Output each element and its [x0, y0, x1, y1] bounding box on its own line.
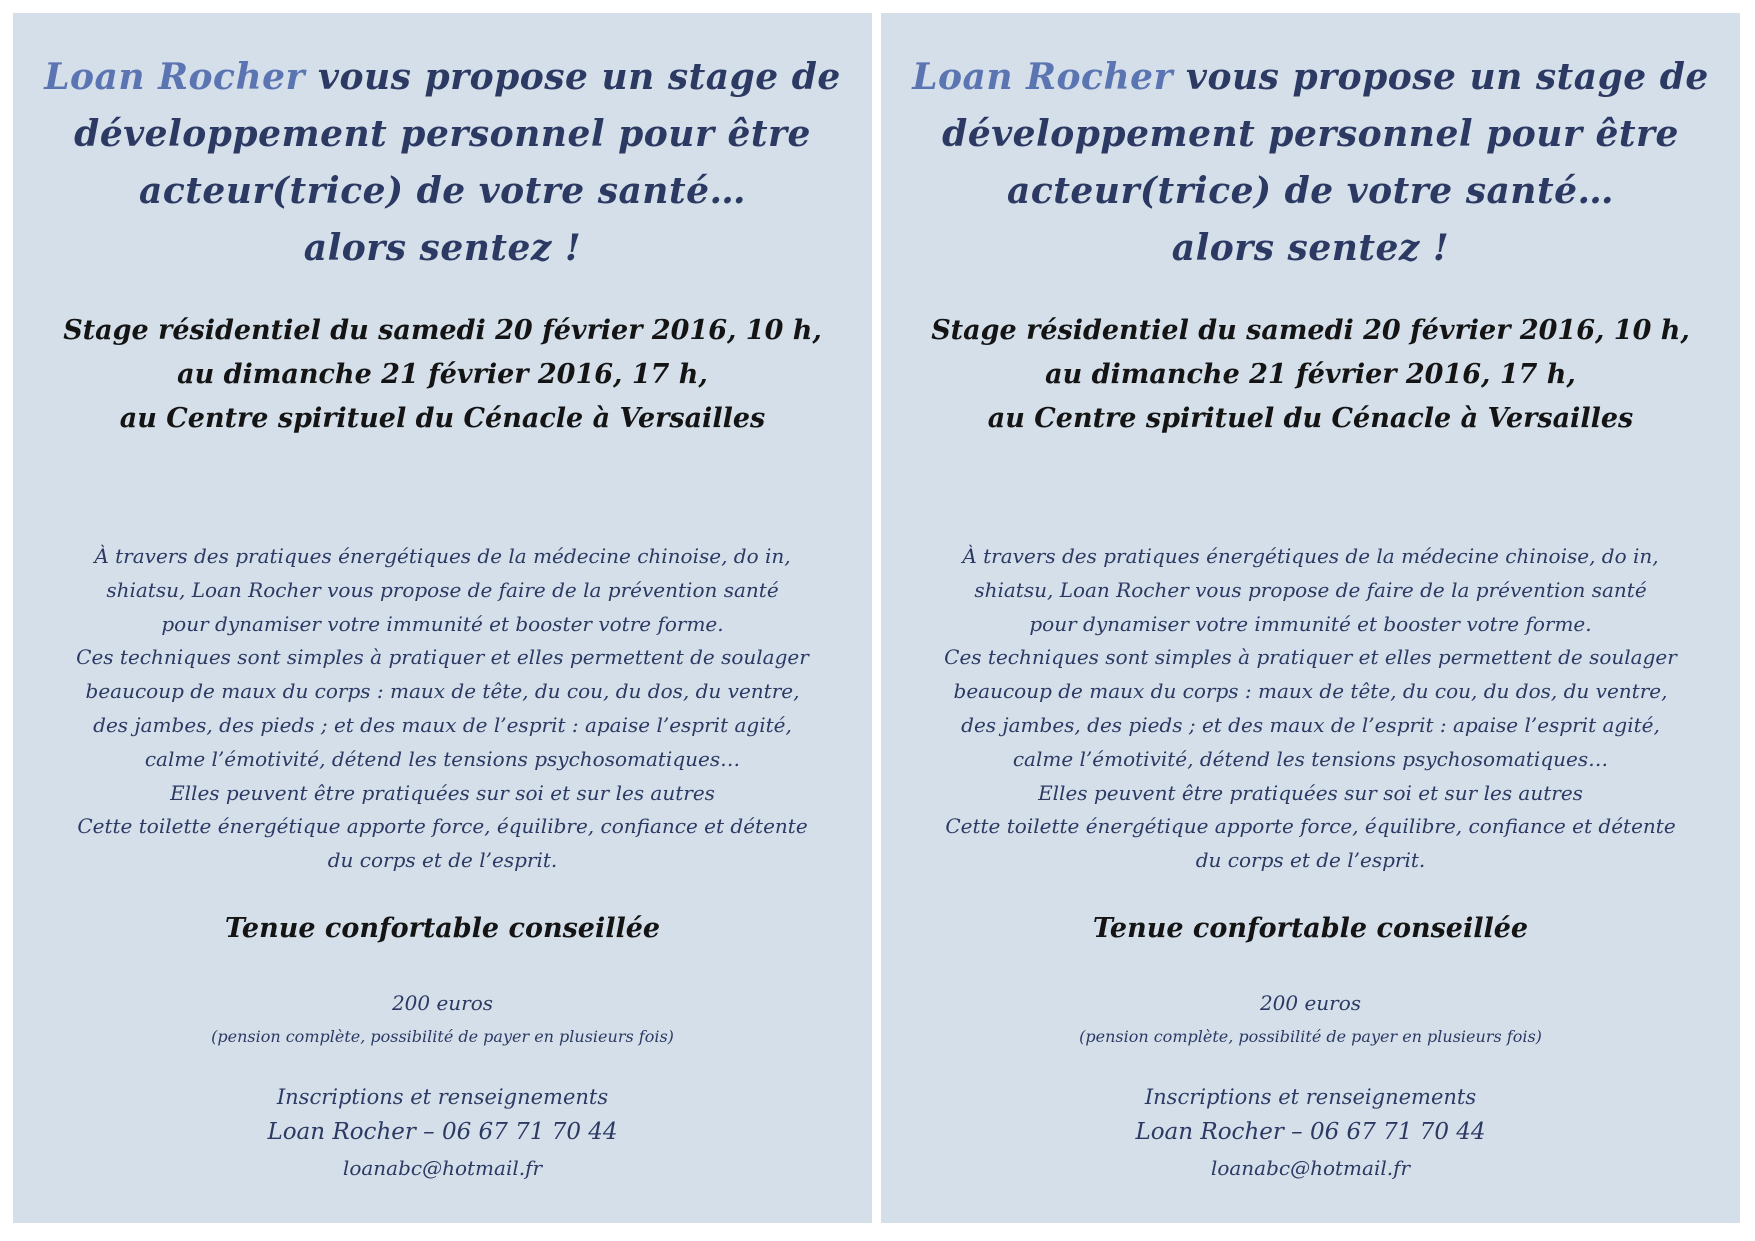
contact-email: loanabc@hotmail.fr: [1210, 1156, 1411, 1180]
headline-line-4: alors sentez !: [1171, 227, 1450, 269]
price: 200 euros: [391, 991, 494, 1015]
description-line: du corps et de l’esprit.: [327, 848, 558, 873]
flyer-left: [13, 13, 872, 1223]
description-line: des jambes, des pieds ; et des maux de l’esprit : apaise l’esprit agité,: [961, 712, 1660, 737]
description-line: shiatsu, Loan Rocher vous propose de faire de la prévention santé: [106, 577, 779, 602]
contact-phone: Loan Rocher – 06 67 71 70 44: [1135, 1119, 1486, 1145]
description-line: Cette toilette énergétique apporte force, équilibre, confiance et détente: [945, 814, 1676, 839]
headline-line-3: acteur(trice) de votre santé…: [1007, 170, 1614, 212]
description: [13, 540, 872, 878]
event-dates: [881, 309, 1740, 441]
organizer-name: Loan Rocher: [912, 56, 1173, 98]
headline-line-2: développement personnel pour être: [942, 113, 1679, 155]
description-line: pour dynamiser votre immunité et booster votre forme.: [1029, 611, 1592, 636]
dates-line-3: au Centre spirituel du Cénacle à Versailles: [119, 403, 766, 434]
description-line: À travers des pratiques énergétiques de la médecine chinoise, do in,: [94, 544, 791, 568]
contact-title: Inscriptions et renseignements: [276, 1085, 609, 1109]
description-line: Elles peuvent être pratiquées sur soi et sur les autres: [170, 780, 715, 805]
headline-line-1: [13, 49, 872, 106]
description-line: calme l’émotivité, détend les tensions psychosomatiques…: [144, 746, 741, 771]
organizer-name: Loan Rocher: [44, 56, 305, 98]
description-line: pour dynamiser votre immunité et booster votre forme.: [161, 611, 724, 636]
headline-line-1-rest: vous propose un stage de: [305, 56, 841, 98]
description-line: Cette toilette énergétique apporte force, équilibre, confiance et détente: [77, 814, 808, 839]
dates-line-2: au dimanche 21 février 2016, 17 h,: [177, 359, 708, 390]
headline-line-1-rest: vous propose un stage de: [1173, 56, 1709, 98]
event-dates: [13, 309, 872, 441]
headline-line-1: [881, 49, 1740, 106]
description-line: Elles peuvent être pratiquées sur soi et sur les autres: [1038, 780, 1583, 805]
description-line: shiatsu, Loan Rocher vous propose de faire de la prévention santé: [974, 577, 1647, 602]
headline-line-3: acteur(trice) de votre santé…: [139, 170, 746, 212]
description: [881, 540, 1740, 878]
description-line: À travers des pratiques énergétiques de la médecine chinoise, do in,: [962, 544, 1659, 568]
dates-line-3: au Centre spirituel du Cénacle à Versailles: [987, 403, 1634, 434]
description-line: beaucoup de maux du corps : maux de tête, du cou, du dos, du ventre,: [953, 679, 1668, 704]
description-line: Ces techniques sont simples à pratiquer et elles permettent de soulager: [76, 645, 809, 670]
contact-email: loanabc@hotmail.fr: [342, 1156, 543, 1180]
contact-title: Inscriptions et renseignements: [1144, 1085, 1477, 1109]
headline-line-2: développement personnel pour être: [74, 113, 811, 155]
price-note: (pension complète, possibilité de payer en plusieurs fois): [1079, 1027, 1542, 1046]
contact-phone: Loan Rocher – 06 67 71 70 44: [267, 1119, 618, 1145]
dates-line-1: Stage résidentiel du samedi 20 février 2016, 10 h,: [931, 315, 1690, 346]
attire-note: Tenue confortable conseillée: [224, 913, 661, 944]
attire-note: Tenue confortable conseillée: [1092, 913, 1529, 944]
description-line: Ces techniques sont simples à pratiquer et elles permettent de soulager: [944, 645, 1677, 670]
headline: [881, 49, 1740, 277]
price: 200 euros: [1259, 991, 1362, 1015]
description-line: des jambes, des pieds ; et des maux de l’esprit : apaise l’esprit agité,: [93, 712, 792, 737]
description-line: du corps et de l’esprit.: [1195, 848, 1426, 873]
dates-line-2: au dimanche 21 février 2016, 17 h,: [1045, 359, 1576, 390]
description-line: calme l’émotivité, détend les tensions psychosomatiques…: [1012, 746, 1609, 771]
dates-line-1: Stage résidentiel du samedi 20 février 2016, 10 h,: [63, 315, 822, 346]
description-line: beaucoup de maux du corps : maux de tête, du cou, du dos, du ventre,: [85, 679, 800, 704]
price-note: (pension complète, possibilité de payer en plusieurs fois): [211, 1027, 674, 1046]
headline: [13, 49, 872, 277]
headline-line-4: alors sentez !: [303, 227, 582, 269]
flyer-right: [881, 13, 1740, 1223]
